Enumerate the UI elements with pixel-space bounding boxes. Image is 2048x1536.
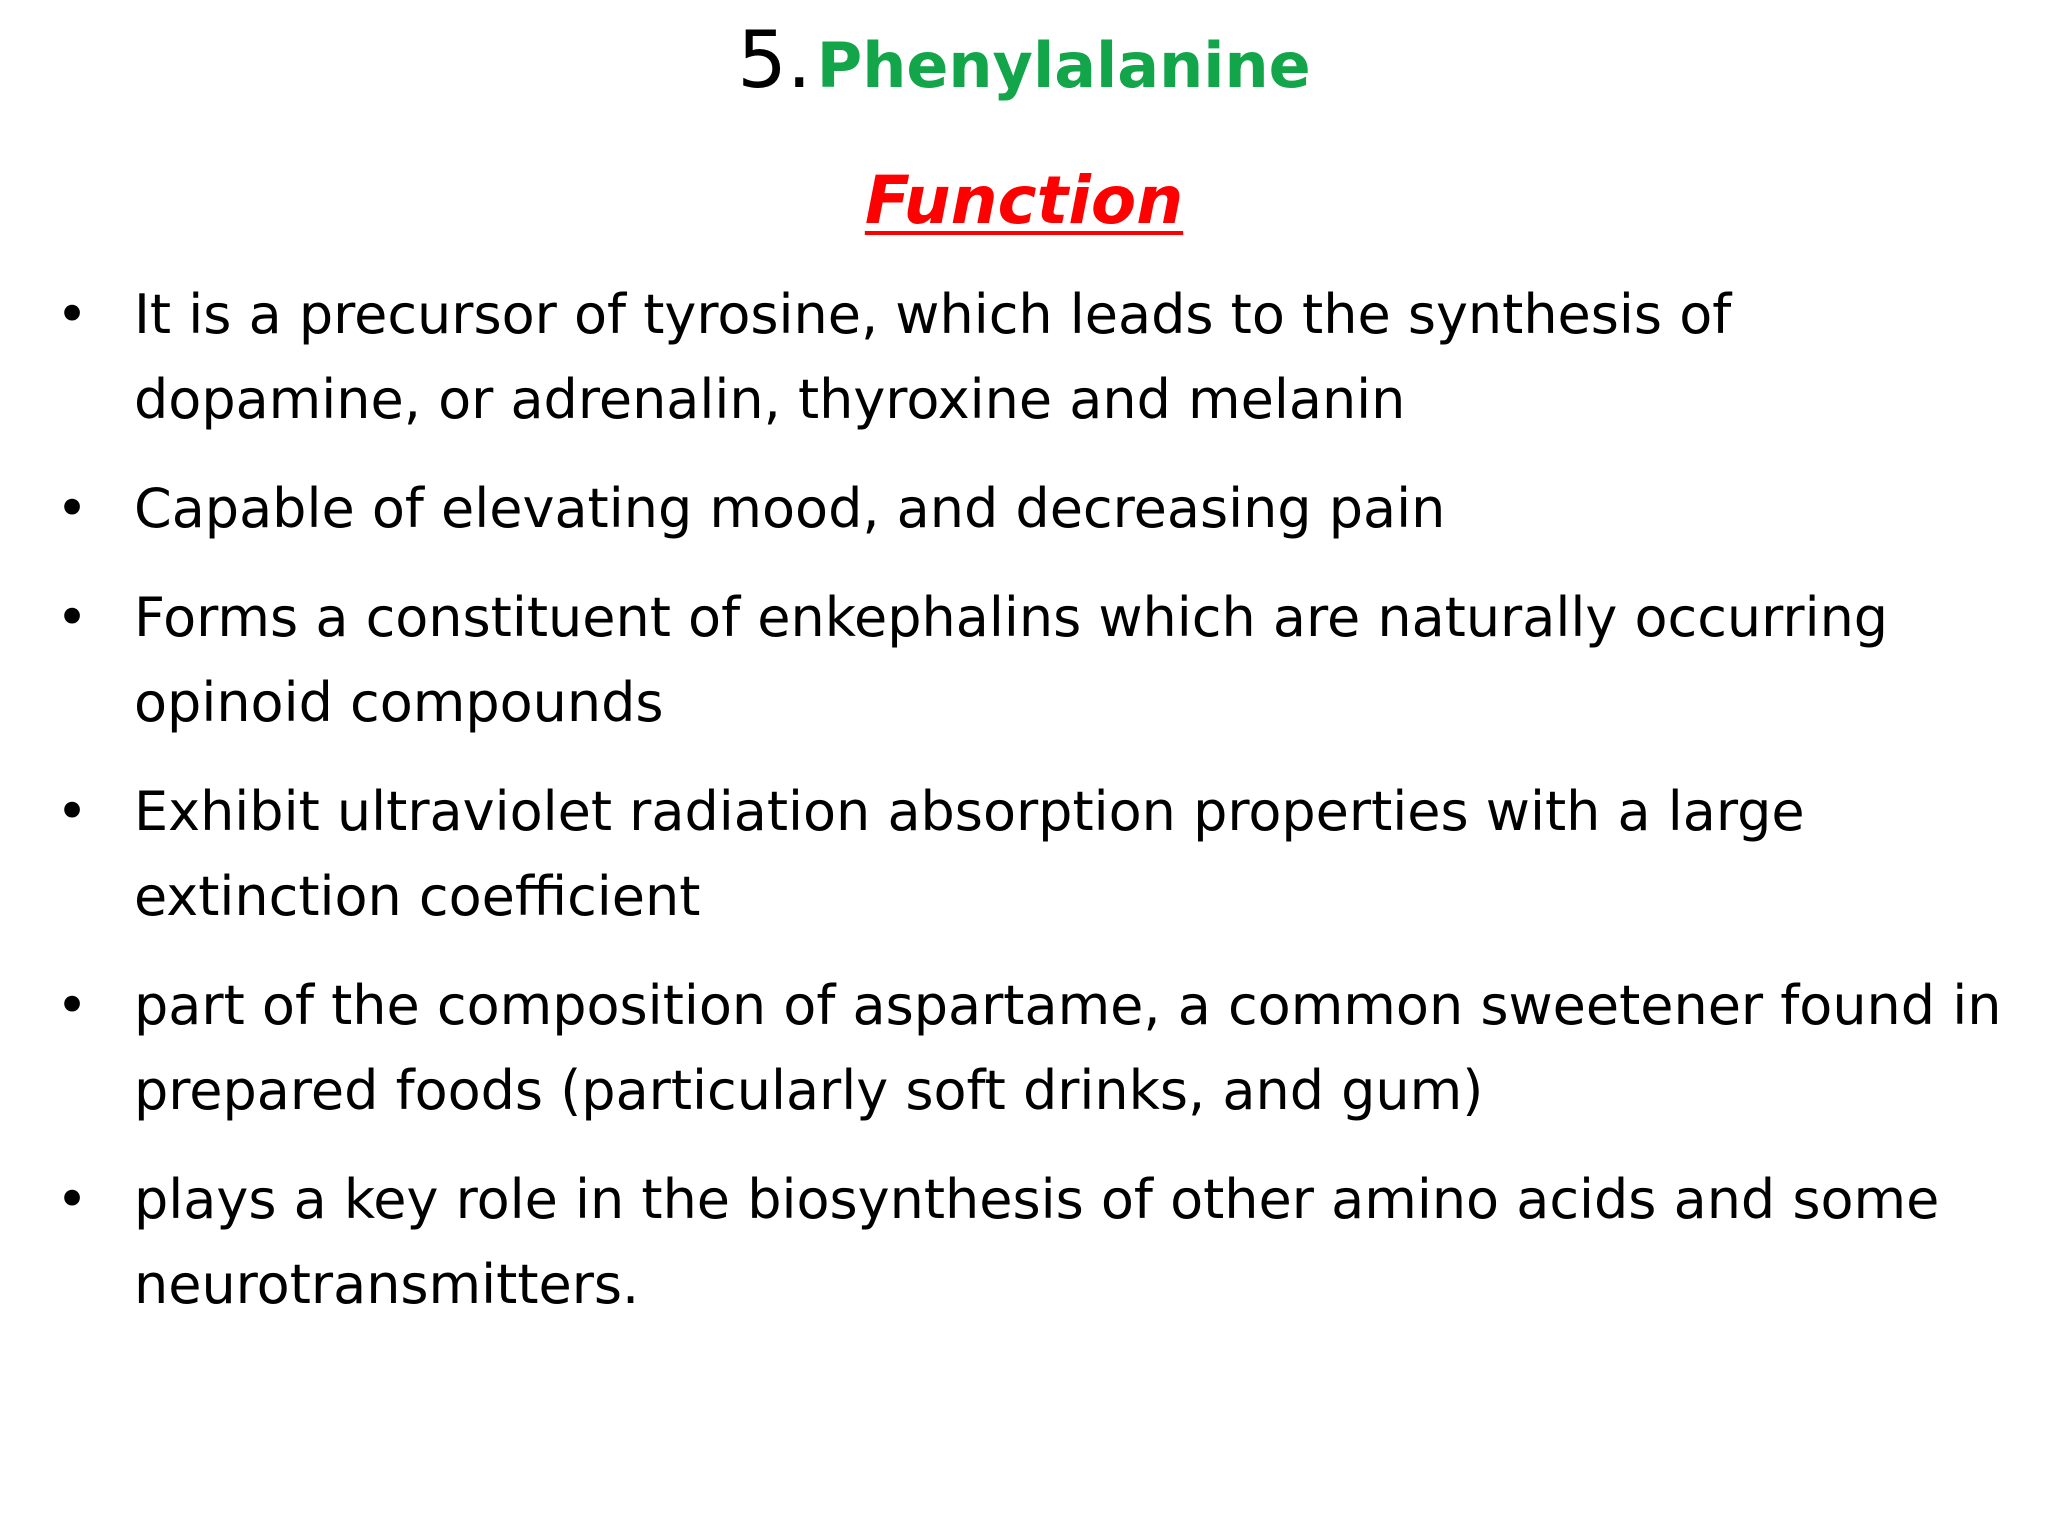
slide-title <box>0 16 2048 106</box>
bullet-text: Capable of elevating mood, and decreasing pain <box>134 477 1446 540</box>
bullet-icon: • <box>56 477 88 540</box>
bullet-item-enkephalins <box>52 575 2002 745</box>
title-number: 5. <box>737 16 812 106</box>
bullet-text: It is a precursor of tyrosine, which leads to the synthesis of dopamine, or adrenalin, thyroxine and melanin <box>134 283 1732 431</box>
bullet-item-biosynthesis <box>52 1157 2002 1327</box>
bullet-text: Forms a constituent of enkephalins which are naturally occurring opinoid compounds <box>134 586 1889 734</box>
bullet-icon: • <box>56 1168 88 1231</box>
bullet-item-precursor <box>52 272 2002 442</box>
bullet-item-mood <box>52 466 2002 551</box>
title-name: Phenylalanine <box>816 29 1311 102</box>
bullet-icon: • <box>56 974 88 1037</box>
bullet-item-ultraviolet <box>52 769 2002 939</box>
bullet-icon: • <box>56 586 88 649</box>
bullet-item-aspartame <box>52 963 2002 1133</box>
bullet-icon: • <box>56 283 88 346</box>
bullet-list <box>52 272 2002 1351</box>
slide-subtitle <box>0 162 2048 239</box>
bullet-text: part of the composition of aspartame, a common sweetener found in prepared foods (particularly soft drinks, and gum) <box>134 974 2002 1122</box>
bullet-text: plays a key role in the biosynthesis of other amino acids and some neurotransmitters. <box>134 1168 1940 1316</box>
bullet-text: Exhibit ultraviolet radiation absorption properties with a large extinction coefficient <box>134 780 1805 928</box>
subtitle-text: Function <box>864 162 1184 239</box>
bullet-icon: • <box>56 780 88 843</box>
